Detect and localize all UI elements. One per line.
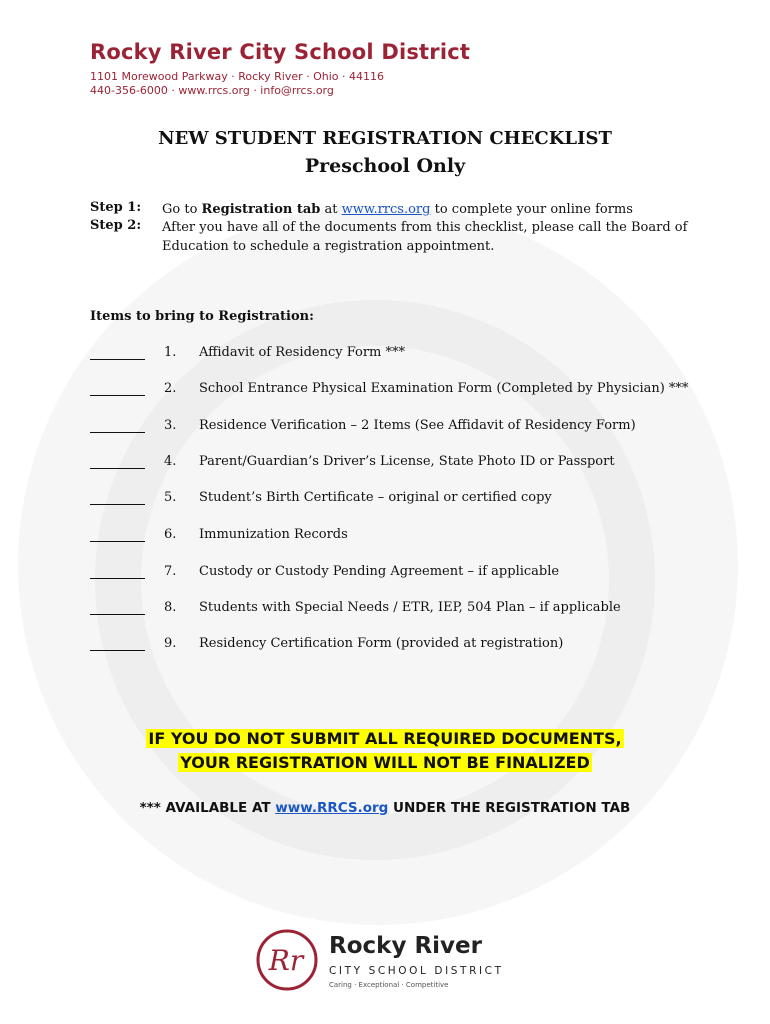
item-number: 2. xyxy=(164,381,177,396)
item-text: Residence Verification – 2 Items (See Affidavit of Residency Form) xyxy=(199,418,636,433)
step-2-label: Step 2: xyxy=(90,218,142,233)
checklist-item xyxy=(90,600,710,620)
district-address: 1101 Morewood Parkway · Rocky River · Ohio · 44116 xyxy=(90,70,385,83)
warning-line-2 xyxy=(0,753,770,772)
checklist-blank-line xyxy=(90,432,145,433)
item-text: Students with Special Needs / ETR, IEP, 504 Plan – if applicable xyxy=(199,600,621,615)
step-1-pre: Go to xyxy=(162,202,198,217)
item-number: 1. xyxy=(164,345,177,360)
rr-monogram-icon xyxy=(255,928,319,992)
rrcs-registration-link[interactable]: www.RRCS.org xyxy=(275,800,389,816)
item-number: 9. xyxy=(164,636,177,651)
checklist-blank-line xyxy=(90,504,145,505)
item-text: School Entrance Physical Examination Form (Completed by Physician) *** xyxy=(199,381,689,396)
step-2-text xyxy=(162,218,687,256)
checklist-item xyxy=(90,636,710,656)
item-number: 3. xyxy=(164,418,177,433)
document-title: NEW STUDENT REGISTRATION CHECKLIST xyxy=(158,128,612,149)
step-1-mid: at xyxy=(324,202,338,217)
step-1-text xyxy=(162,200,633,219)
item-number: 7. xyxy=(164,564,177,579)
checklist-item xyxy=(90,490,710,510)
availability-pre: *** AVAILABLE AT xyxy=(139,800,271,816)
item-text: Residency Certification Form (provided at registration) xyxy=(199,636,564,651)
checklist-blank-line xyxy=(90,468,145,469)
document-subtitle: Preschool Only xyxy=(304,155,466,177)
logo-tagline: Caring · Exceptional · Competitive xyxy=(329,981,449,989)
item-text: Parent/Guardian’s Driver’s License, State Photo ID or Passport xyxy=(199,454,615,469)
checklist-blank-line xyxy=(90,650,145,651)
items-heading: Items to bring to Registration: xyxy=(90,309,314,324)
district-logo xyxy=(255,928,515,998)
checklist-item xyxy=(90,345,710,365)
warning-line-1 xyxy=(0,729,770,748)
item-text: Immunization Records xyxy=(199,527,348,542)
checklist-blank-line xyxy=(90,541,145,542)
rrcs-link[interactable]: www.rrcs.org xyxy=(341,202,431,217)
logo-name: Rocky River xyxy=(329,933,482,959)
checklist-item xyxy=(90,381,710,401)
step-2-line-2: Education to schedule a registration appointment. xyxy=(162,239,495,254)
checklist-item xyxy=(90,418,710,438)
step-1-label: Step 1: xyxy=(90,200,142,215)
warning-highlight-2: YOUR REGISTRATION WILL NOT BE FINALIZED xyxy=(180,753,590,772)
item-text: Student’s Birth Certificate – original or certified copy xyxy=(199,490,552,505)
logo-subtitle: CITY SCHOOL DISTRICT xyxy=(329,965,504,977)
checklist-item xyxy=(90,564,710,584)
item-number: 6. xyxy=(164,527,177,542)
item-text: Custody or Custody Pending Agreement – if applicable xyxy=(199,564,560,579)
district-contact: 440-356-6000 · www.rrcs.org · info@rrcs.org xyxy=(90,84,334,97)
checklist-blank-line xyxy=(90,614,145,615)
step-2-line-1: After you have all of the documents from this checklist, please call the Board of xyxy=(162,220,688,235)
checklist-item xyxy=(90,527,710,547)
district-name: Rocky River City School District xyxy=(90,40,471,64)
step-1-post: to complete your online forms xyxy=(434,202,633,217)
step-1-bold: Registration tab xyxy=(201,202,321,217)
checklist-blank-line xyxy=(90,578,145,579)
logo-monogram-text: Rr xyxy=(268,944,304,977)
availability-post: UNDER THE REGISTRATION TAB xyxy=(393,800,631,816)
item-number: 5. xyxy=(164,490,177,505)
warning-highlight-1: IF YOU DO NOT SUBMIT ALL REQUIRED DOCUMENTS, xyxy=(148,729,622,748)
item-number: 4. xyxy=(164,454,177,469)
item-text: Affidavit of Residency Form *** xyxy=(199,345,406,360)
checklist-item xyxy=(90,454,710,474)
checklist-blank-line xyxy=(90,395,145,396)
checklist-blank-line xyxy=(90,359,145,360)
item-number: 8. xyxy=(164,600,177,615)
availability-note xyxy=(0,800,770,816)
